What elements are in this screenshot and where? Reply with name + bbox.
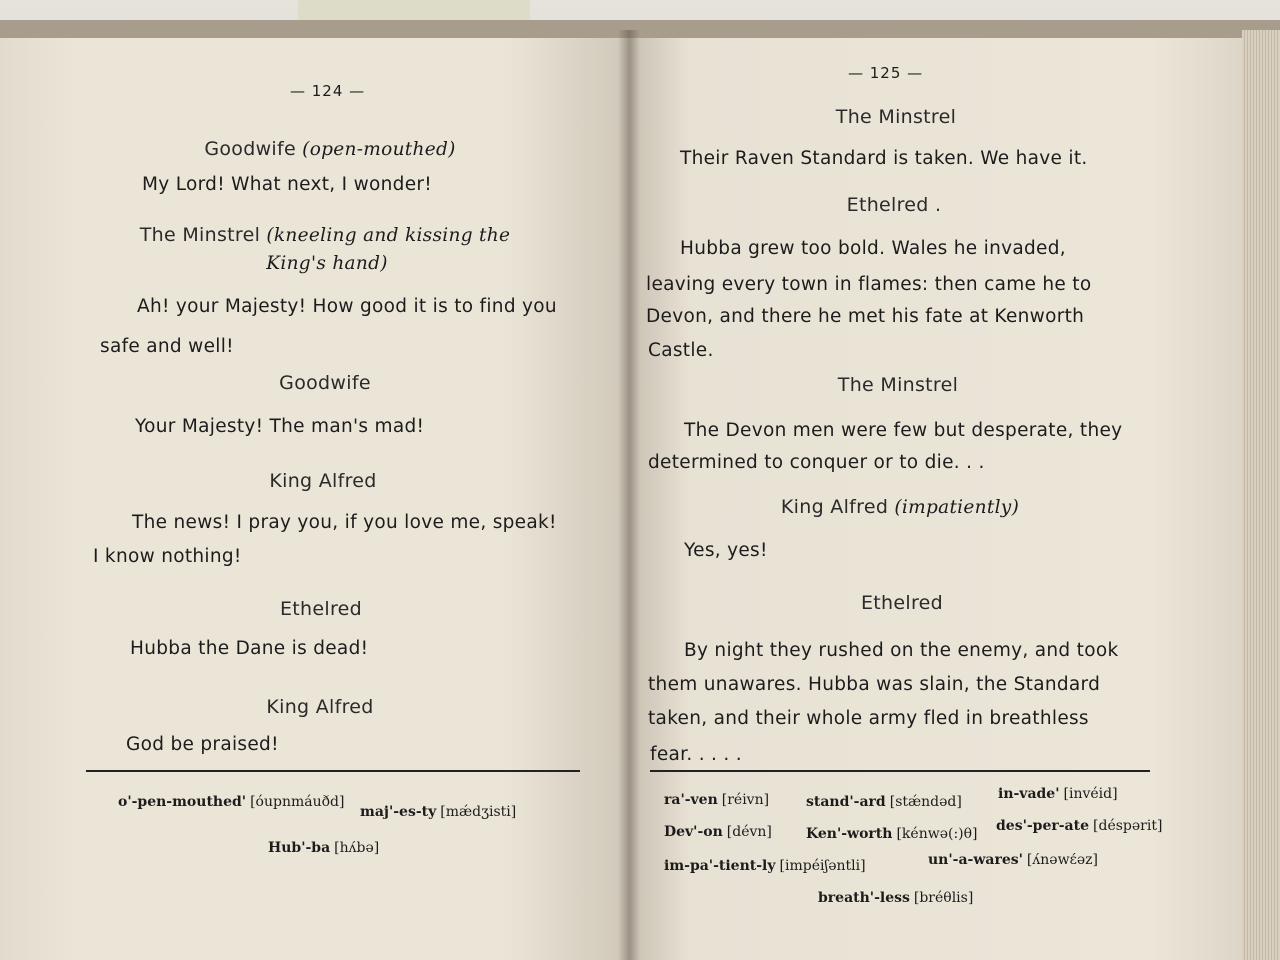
stage-direction: King's hand) — [266, 253, 388, 274]
speaker-heading: Goodwife — [279, 372, 371, 394]
speaker-heading: King Alfred (impatiently) — [780, 496, 1020, 518]
dialogue-line: My Lord! What next, I wonder! — [142, 174, 433, 195]
dialogue-line: I know nothing! — [93, 546, 242, 567]
dialogue-line: Hubba grew too bold. Wales he invaded, — [680, 238, 1066, 259]
dialogue-line: The Devon men were few but desperate, they — [684, 420, 1123, 441]
speaker-heading: Ethelred . — [846, 194, 942, 216]
glossary-entry: in-vade' [invéid] — [998, 786, 1118, 802]
left-page — [0, 38, 630, 960]
dialogue-line: Hubba the Dane is dead! — [130, 638, 369, 659]
dialogue-line: determined to conquer or to die. . . — [648, 452, 985, 473]
speaker-heading: The Minstrel (kneeling and kissing the — [139, 224, 511, 246]
speaker-heading: King Alfred — [269, 470, 377, 492]
footnote-rule — [650, 770, 1150, 772]
glossary-entry: im-pa'-tient-ly [impéiʃəntli] — [664, 858, 866, 874]
dialogue-line: Devon, and there he met his fate at Kenworth — [646, 306, 1085, 327]
dialogue-line: By night they rushed on the enemy, and took — [684, 640, 1119, 661]
glossary-entry: un'-a-wares' [ʌ́nəwɛ́əz] — [928, 852, 1098, 868]
glossary-entry: Ken'-worth [kénwə(:)θ] — [806, 826, 978, 842]
page-edges — [1242, 30, 1280, 960]
glossary-entry: des'-per-ate [déspərit] — [996, 818, 1163, 834]
book-spine-shadow — [618, 30, 640, 960]
glossary-entry: Hub'-ba [hʌ́bə] — [268, 840, 380, 856]
dialogue-line: leaving every town in flames: then came he to — [646, 274, 1092, 295]
speaker-heading: King Alfred — [266, 696, 374, 718]
footnote-rule — [86, 770, 580, 772]
dialogue-line: Castle. — [648, 340, 714, 361]
speaker-heading: Goodwife (open-mouthed) — [204, 138, 456, 160]
dialogue-line: Ah! your Majesty! How good it is to find you — [137, 296, 557, 317]
dialogue-line: safe and well! — [100, 336, 234, 357]
page-number: — 125 — — [848, 64, 924, 82]
dialogue-line: The news! I pray you, if you love me, speak! — [132, 512, 557, 533]
glossary-entry: o'-pen-mouthed' [óupnmáuðd] — [118, 794, 345, 810]
speaker-heading: Ethelred — [279, 598, 363, 620]
glossary-entry: breath'-less [bréθlis] — [818, 890, 974, 906]
right-page — [630, 38, 1242, 960]
dialogue-line: Yes, yes! — [684, 540, 768, 561]
dialogue-line: taken, and their whole army fled in breathless — [648, 708, 1089, 729]
speaker-heading: Ethelred — [860, 592, 944, 614]
dialogue-line: them unawares. Hubba was slain, the Standard — [648, 674, 1101, 695]
page-number: — 124 — — [290, 82, 366, 100]
dialogue-line: fear. . . . . — [650, 744, 742, 765]
dialogue-line: God be praised! — [126, 734, 279, 755]
glossary-entry: Dev'-on [dévn] — [664, 824, 772, 840]
glossary-entry: stand'-ard [stǽndəd] — [806, 794, 962, 810]
speaker-heading: The Minstrel — [835, 106, 957, 128]
dialogue-line: Your Majesty! The man's mad! — [135, 416, 425, 437]
glossary-entry: ra'-ven [réivn] — [664, 792, 770, 808]
glossary-entry: maj'-es-ty [mǽdʒisti] — [360, 804, 517, 820]
speaker-heading: The Minstrel — [837, 374, 959, 396]
dialogue-line: Their Raven Standard is taken. We have it. — [680, 148, 1088, 169]
